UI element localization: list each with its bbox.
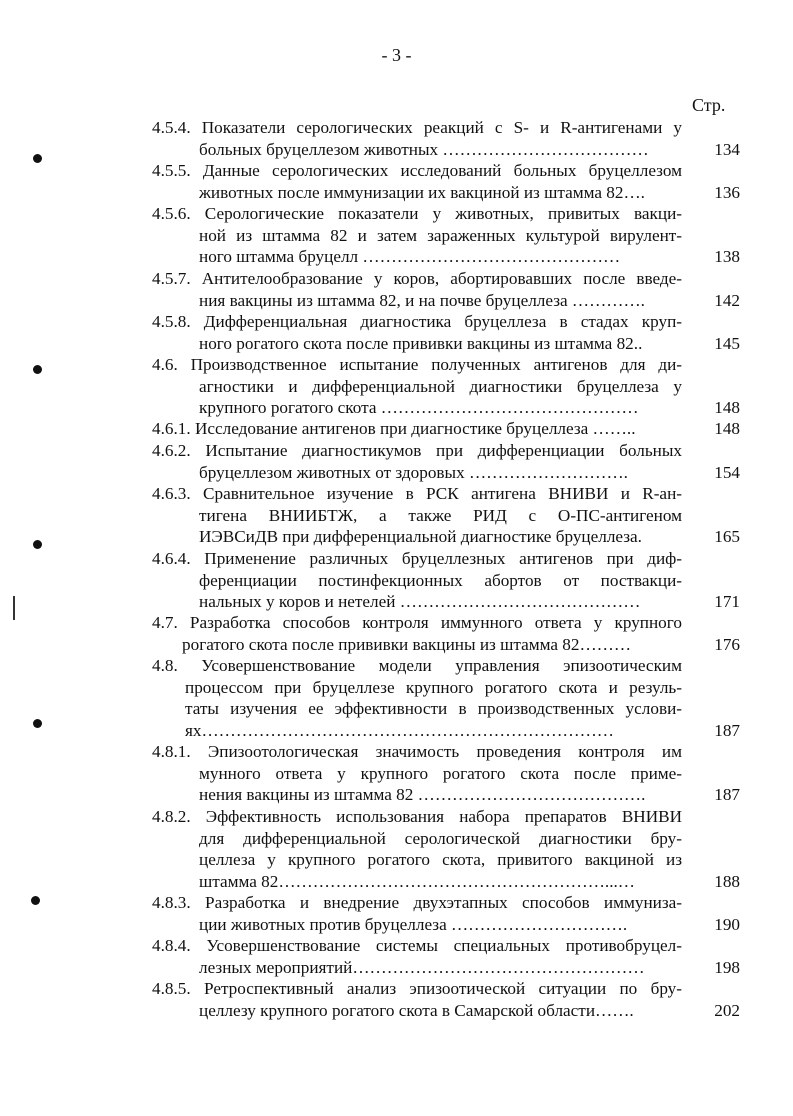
toc-line	[152, 311, 740, 333]
binder-hole-mark	[31, 896, 40, 905]
toc-entry-text: 4.8.1. Эпизоотологическая значимость проведения контроля им	[152, 742, 682, 761]
toc-entry-text: ния вакцины из штамма 82, и на почве бруцеллеза ………….	[199, 290, 645, 310]
toc-line	[152, 354, 740, 376]
toc-entry-text: 4.5.8. Дифференциальная диагностика бруцеллеза в стадах круп-	[152, 312, 682, 331]
toc-line	[152, 957, 740, 979]
toc-line	[152, 182, 740, 204]
toc-line	[152, 784, 740, 806]
toc-entry-text: больных бруцеллезом животных ………………………………	[199, 139, 649, 159]
toc-line	[152, 397, 740, 419]
toc-entry-text: 4.6.4. Применение различных бруцеллезных антигенов при диф-	[152, 549, 682, 568]
toc-entry	[152, 418, 740, 440]
toc-entry	[152, 354, 740, 419]
toc-entry	[152, 203, 740, 268]
binder-hole-mark	[33, 154, 42, 163]
toc-line	[152, 698, 740, 720]
toc-line	[152, 914, 740, 936]
toc-line	[152, 483, 740, 505]
toc-entry-text: ференциации постинфекционных абортов от поствакци-	[199, 570, 682, 590]
toc-entry	[152, 440, 740, 483]
toc-entry-text: 4.8.5. Ретроспективный анализ эпизоотической ситуации по бру-	[152, 979, 682, 998]
toc-line	[152, 828, 740, 850]
toc-page-number: 188	[714, 871, 740, 891]
toc-line	[152, 655, 740, 677]
toc-line	[152, 268, 740, 290]
binder-hole-mark	[33, 365, 42, 374]
toc-page-number: 187	[714, 720, 740, 740]
toc-line	[152, 871, 740, 893]
toc-page-number: 148	[714, 419, 740, 438]
toc-entry-text: 4.8.2. Эффективность использования набора препаратов ВНИВИ	[152, 807, 682, 826]
toc-entry	[152, 935, 740, 978]
toc-page-number: 154	[714, 462, 740, 482]
toc-line	[152, 935, 740, 957]
toc-entry	[152, 892, 740, 935]
toc-line	[152, 612, 740, 634]
toc-entry-text: лезных мероприятий……………………………………………	[199, 957, 645, 977]
toc-line	[152, 290, 740, 312]
toc-page-number: 136	[714, 182, 740, 202]
toc-entry-text: 4.5.6. Серологические показатели у животных, привитых вакци-	[152, 204, 682, 223]
toc-line	[152, 634, 740, 656]
toc-entry-text: 4.6.3. Сравнительное изучение в РСК антигена ВНИВИ и R-ан-	[152, 484, 682, 503]
page-number: - 3 -	[381, 45, 412, 65]
toc-line	[152, 763, 740, 785]
toc-entry-text: штамма 82…………………………………………………...…	[199, 871, 635, 891]
toc-line	[152, 1000, 740, 1022]
toc-line	[152, 139, 740, 161]
margin-mark	[13, 596, 15, 620]
toc-page-number: 134	[714, 139, 740, 159]
toc-line	[152, 892, 740, 914]
toc-entry	[152, 612, 740, 655]
toc-line	[152, 677, 740, 699]
toc-entry-text: 4.6.1. Исследование антигенов при диагностике бруцеллеза ……..	[152, 419, 636, 438]
toc-entry-text: крупного рогатого скота ………………………………………	[199, 398, 639, 417]
toc-line	[152, 440, 740, 462]
toc-entry	[152, 655, 740, 741]
toc-entry-text: нения вакцины из штамма 82 ………………………………….	[199, 785, 646, 804]
toc-page-number: 198	[714, 957, 740, 977]
toc-line	[152, 806, 740, 828]
toc-entry-text: ного штамма бруцелл ………………………………………	[199, 247, 621, 266]
toc-entry-text: 4.8.3. Разработка и внедрение двухэтапных способов иммуниза-	[152, 893, 682, 912]
toc-line	[152, 462, 740, 484]
toc-line	[152, 505, 740, 527]
toc-line	[152, 849, 740, 871]
toc-entry-text: таты изучения ее эффективности в производственных услови-	[185, 699, 682, 718]
toc-entry-text: целлезу крупного рогатого скота в Самарской области…….	[199, 1000, 634, 1020]
toc-entry-text: 4.6.2. Испытание диагностикумов при дифференциации больных	[152, 441, 682, 460]
toc-page-number: 190	[714, 914, 740, 934]
toc-entry	[152, 978, 740, 1021]
toc-entry-text: процессом при бруцеллезе крупного рогатого скота и резуль-	[185, 677, 682, 697]
toc-page-number: 165	[714, 527, 740, 546]
toc-entry	[152, 311, 740, 354]
toc-page-number: 202	[714, 1000, 740, 1020]
toc-entry-text: 4.5.5. Данные серологических исследований больных бруцеллезом	[152, 161, 682, 180]
toc-entry-text: 4.5.4. Показатели серологических реакций с S- и R-антигенами у	[152, 118, 682, 137]
toc-entry-text: 4.8.4. Усовершенствование системы специальных противобруцел-	[152, 936, 682, 955]
toc-entry-text: тигена ВНИИБТЖ, а также РИД с О-ПС-антигеном	[199, 505, 682, 525]
toc-line	[152, 203, 740, 225]
toc-line	[152, 548, 740, 570]
toc-entry-text: ной из штамма 82 и затем зараженных культурой вирулент-	[199, 225, 682, 245]
toc-line	[152, 225, 740, 247]
toc-line	[152, 570, 740, 592]
toc-entry-text: бруцеллезом животных от здоровых ……………………….	[199, 462, 628, 482]
toc-line	[152, 117, 740, 139]
toc-entry-text: ях………………………………………………………………	[185, 720, 614, 740]
toc-entry-text: 4.6. Производственное испытание полученных антигенов для ди-	[152, 355, 682, 374]
binder-hole-mark	[33, 719, 42, 728]
toc-line	[152, 418, 740, 440]
toc-page-number: 187	[714, 785, 740, 804]
binder-hole-mark	[33, 540, 42, 549]
toc-entry-text: 4.8. Усовершенствование модели управления эпизоотическим	[152, 656, 682, 675]
toc-entry-text: мунного ответа у крупного рогатого скота после приме-	[199, 763, 682, 783]
toc-entry	[152, 160, 740, 203]
toc-entry-text: ного рогатого скота после прививки вакцины из штамма 82..	[199, 333, 643, 353]
toc-entry-text: ции животных против бруцеллеза ………………………….	[199, 914, 628, 934]
toc-entry-text: 4.7. Разработка способов контроля иммунного ответа у крупного	[152, 613, 682, 632]
page-column-header: Стр.	[692, 95, 726, 115]
toc-line	[152, 526, 740, 548]
toc-page-number: 145	[714, 333, 740, 353]
toc-entry-text: рогатого скота после прививки вакцины из штамма 82………	[182, 634, 632, 654]
toc-page-number: 148	[714, 398, 740, 417]
toc-entry	[152, 268, 740, 311]
toc-entry-text: целлеза у крупного рогатого скота, привитого вакциной из	[199, 850, 682, 869]
toc-entry	[152, 741, 740, 806]
toc-page-number: 142	[714, 290, 740, 310]
toc-line	[152, 376, 740, 398]
toc-line	[152, 160, 740, 182]
toc-entry	[152, 548, 740, 613]
toc-line	[152, 720, 740, 742]
toc-line	[152, 741, 740, 763]
toc-entry-text: нальных у коров и нетелей ……………………………………	[199, 592, 641, 611]
toc-entry-text: для дифференциальной серологической диагностики бру-	[199, 828, 682, 848]
toc-entry	[152, 483, 740, 548]
toc-entry-text: животных после иммунизации их вакциной из штамма 82….	[199, 182, 645, 202]
toc-page-number: 138	[714, 247, 740, 266]
toc-entry	[152, 117, 740, 160]
toc-entry-text: 4.5.7. Антителообразование у коров, абортировавших после введе-	[152, 269, 682, 288]
toc-entry-text: ИЭВСиДВ при дифференциальной диагностике бруцеллеза.	[199, 527, 642, 546]
toc-line	[152, 591, 740, 613]
toc-entry	[152, 806, 740, 892]
toc-page-number: 171	[714, 592, 740, 611]
toc-line	[152, 246, 740, 268]
toc-page-number: 176	[714, 634, 740, 654]
toc-entry-text: агностики и дифференциальной диагностики бруцеллеза у	[199, 376, 682, 396]
toc-line	[152, 978, 740, 1000]
toc-line	[152, 333, 740, 355]
